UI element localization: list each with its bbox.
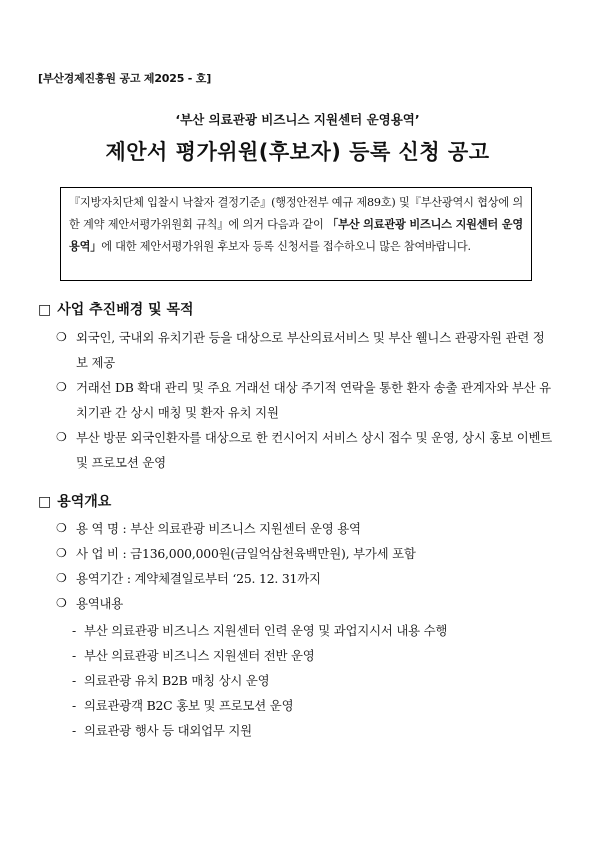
dash-bullet-icon: -	[72, 698, 76, 713]
section-heading-label: 사업 추진배경 및 목적	[57, 302, 194, 318]
circle-bullet-icon: ❍	[56, 596, 67, 610]
notice-text-1: 『지방자치단체 입찰시 낙찰자 결정기준』(행정안전부 예규 제89호) 및『부산광역시 협상에 의한 계약 제안서평가위원회 규칙』에 의거 다음과 같이	[69, 196, 523, 231]
list-item	[56, 566, 556, 591]
list-item-text: 거래선 DB 확대 관리 및 주요 거래선 대상 주기적 연락을 통한 환자 송출 관계자와 부산 유치기관 간 상시 매칭 및 환자 유치 지원	[76, 380, 551, 420]
list-item-text: 용역기간 : 계약체결일로부터 ‘25. 12. 31까지	[76, 571, 321, 586]
sub-list-item-text: 의료관광 유치 B2B 매칭 상시 운영	[84, 673, 270, 688]
list-item-text: 용 역 명 : 부산 의료관광 비즈니스 지원센터 운영 용역	[76, 521, 361, 536]
list-item	[56, 541, 556, 566]
dash-bullet-icon: -	[72, 623, 76, 638]
sub-list-item	[72, 643, 562, 668]
sub-list-item-text: 의료관광 행사 등 대외업무 지원	[84, 723, 252, 738]
announcement-number: [부산경제진흥원 공고 제2025 - 호]	[38, 72, 212, 85]
circle-bullet-icon: ❍	[56, 430, 67, 444]
sub-list-item-text: 의료관광객 B2C 홍보 및 프로모션 운영	[84, 698, 294, 713]
section-heading-label: 용역개요	[57, 494, 112, 510]
overview-list	[56, 516, 556, 616]
list-item-text: 외국인, 국내외 유치기관 등을 대상으로 부산의료서비스 및 부산 웰니스 관광자원 관련 정보 제공	[76, 330, 545, 370]
notice-text-2: 에 대한 제안서평가위원 후보자 등록 신청서를 접수하오니 많은 참여바랍니다.	[101, 240, 471, 253]
notice-box	[60, 187, 532, 281]
dash-bullet-icon: -	[72, 673, 76, 688]
sub-list-item-text: 부산 의료관광 비즈니스 지원센터 인력 운영 및 과업지시서 내용 수행	[84, 623, 448, 638]
service-content-list	[72, 618, 562, 743]
dash-bullet-icon: -	[72, 648, 76, 663]
notice-bold-project: 「부산 의료관광 비즈니스 지원센터 운영 용역」	[69, 218, 524, 253]
sub-list-item	[72, 668, 562, 693]
list-item-text: 부산 방문 외국인환자를 대상으로 한 컨시어지 서비스 상시 접수 및 운영, 상시 홍보 이벤트 및 프로모션 운영	[76, 430, 553, 470]
circle-bullet-icon: ❍	[56, 330, 67, 344]
dash-bullet-icon: -	[72, 723, 76, 738]
page-title: 제안서 평가위원(후보자) 등록 신청 공고	[105, 140, 490, 164]
sub-list-item-text: 부산 의료관광 비즈니스 지원센터 전반 운영	[84, 648, 315, 663]
list-item	[56, 591, 556, 616]
section-heading-purpose	[38, 299, 194, 319]
list-item	[56, 375, 556, 425]
sub-list-item	[72, 718, 562, 743]
list-item	[56, 425, 556, 475]
project-subtitle: ‘부산 의료관광 비즈니스 지원센터 운영용역’	[175, 112, 420, 127]
section-heading-overview	[38, 491, 111, 511]
list-item	[56, 325, 556, 375]
sub-list-item	[72, 693, 562, 718]
list-item-text: 용역내용	[76, 596, 124, 611]
circle-bullet-icon: ❍	[56, 571, 67, 585]
checkbox-square-icon: □	[38, 302, 52, 318]
circle-bullet-icon: ❍	[56, 546, 67, 560]
list-item-text: 사 업 비 : 금136,000,000원(금일억삼천육백만원), 부가세 포함	[76, 546, 416, 561]
sub-list-item	[72, 618, 562, 643]
circle-bullet-icon: ❍	[56, 521, 67, 535]
list-item	[56, 516, 556, 541]
checkbox-square-icon: □	[38, 494, 52, 510]
circle-bullet-icon: ❍	[56, 380, 67, 394]
purpose-list	[56, 325, 556, 475]
